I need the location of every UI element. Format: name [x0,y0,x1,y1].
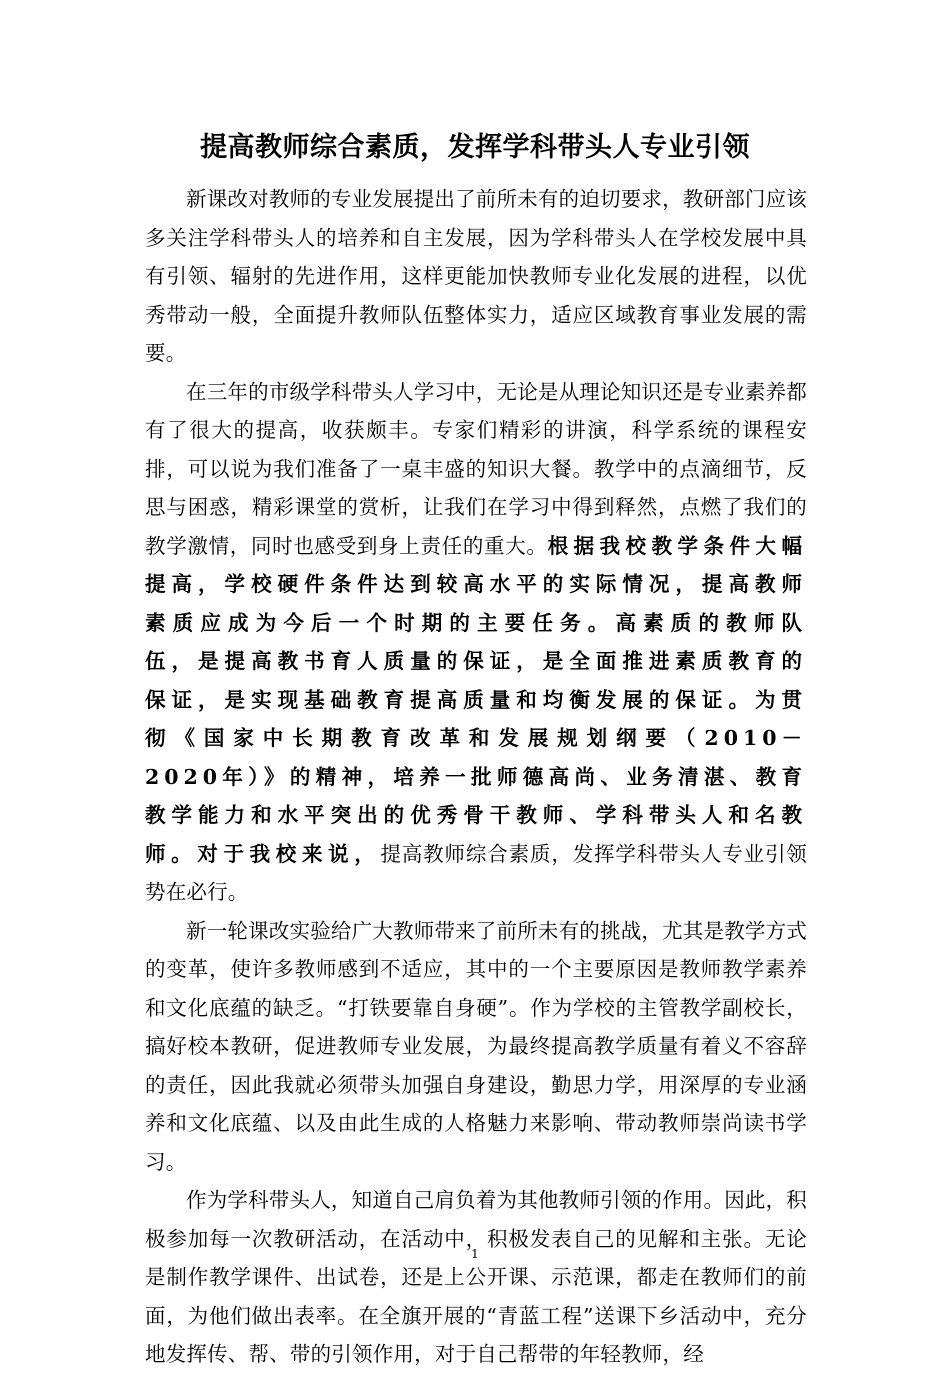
page-number: 1 [471,1247,479,1261]
paragraph-2-conclusion: 提高教师综合素质，发挥学科带头人专业引领势在必行。 [145,841,808,904]
paragraph-2 [145,373,807,912]
paragraph-1: 新课改对教师的专业发展提出了前所未有的迫切要求，教研部门应该多关注学科带头人的培养和自主发展，因为学科带头人在学校发展中具有引领、辐射的先进作用，这样更能加快教师专业化发展的进程，以优秀带动一般，全面提升教师队伍整体实力，适应区域教育事业发展的需要。 [145,187,807,365]
paragraph-2-bold-passage: 根据我校教学条件大幅提高，学校硬件条件达到较高水平的实际情况，提高教师素质应成为今后一个时期的主要任务。高素质的教师队伍，是提高教书育人质量的保证，是全面推进素质教育的保证，是实现基础教育提高质量和均衡发展的保证。为贯彻《国家中长期教育改革和发展规划纲要（2010－2020年）》的精神，培养一批师德高尚、业务清湛、教育教学能力和水平突出的优秀骨干教师、学科带头人和名教师。对于我校来说， [145,533,807,866]
document-body [145,180,807,1374]
document-title: 提高教师综合素质，发挥学科带头人专业引领 [200,132,750,163]
paragraph-3: 新一轮课改实验给广大教师带来了前所未有的挑战，尤其是教学方式的变革，使许多教师感到不适应，其中的一个主要原因是教师教学素养和文化底蕴的缺乏。“打铁要靠自身硬”。作为学校的主管教学副校长，搞好校本教研，促进教师专业发展，为最终提高教学质量有着义不容辞的责任，因此我就必须带头加强自身建设，勤思力学，用深厚的专业涵养和文化底蕴、以及由此生成的人格魅力来影响、带动教师崇尚读书学习。 [145,918,807,1174]
paragraph-4: 作为学科带头人，知道自己肩负着为其他教师引领的作用。因此，积极参加每一次教研活动，在活动中，积极发表自己的见解和主张。无论是制作教学课件、出试卷，还是上公开课、示范课，都走在教师们的前面，为他们做出表率。在全旗开展的“青蓝工程”送课下乡活动中，充分地发挥传、帮、带的引领作用，对于自己帮带的年轻教师，经 [145,1188,807,1366]
paragraph-2-intro: 在三年的市级学科带头人学习中，无论是从理论知识还是专业素养都有了很大的提高，收获颇丰。专家们精彩的讲演，科学系统的课程安排，可以说为我们准备了一桌丰盛的知识大餐。教学中的点滴细节，反思与困惑，精彩课堂的赏析，让我们在学习中得到释然，点燃了我们的教学激情，同时也感受到身上责任的重大。 [145,379,807,558]
